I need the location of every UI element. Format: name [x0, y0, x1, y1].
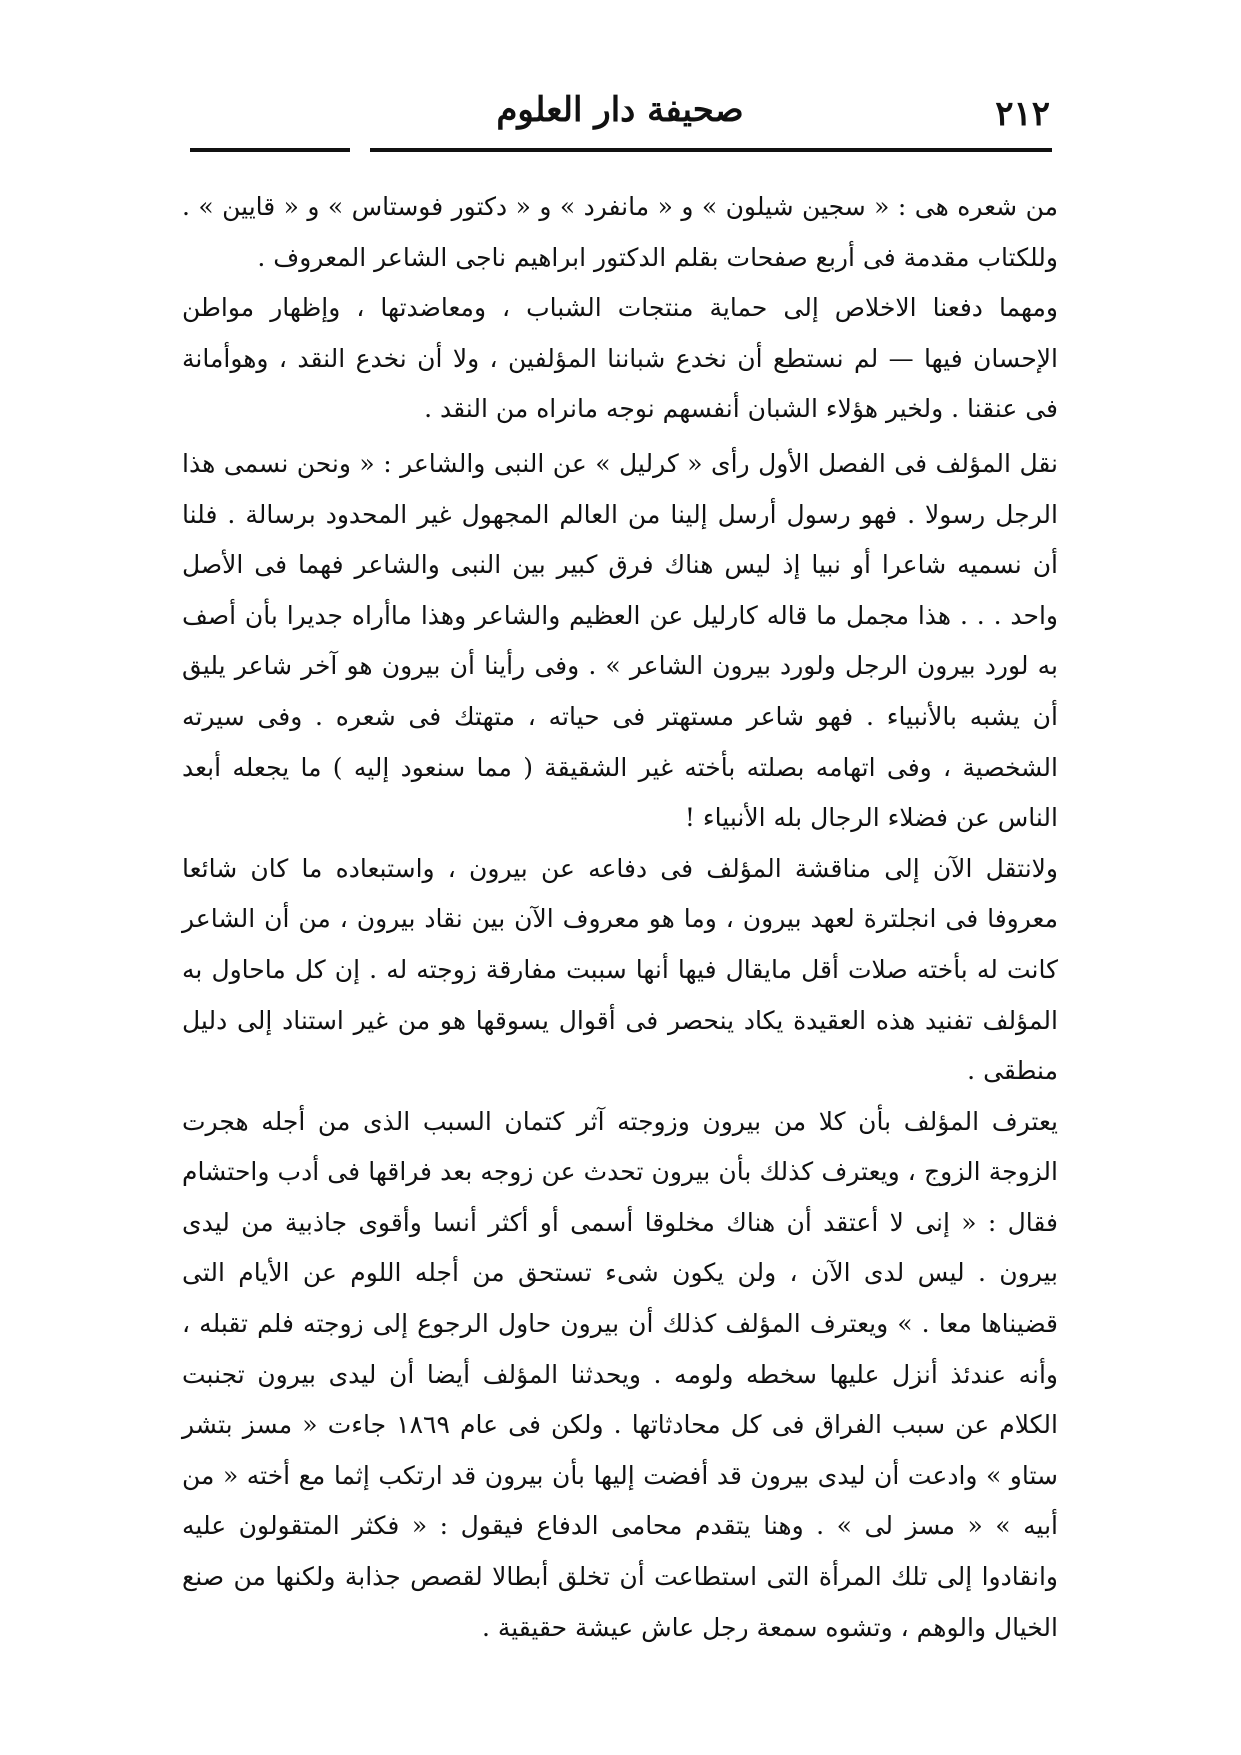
page-header [190, 88, 1050, 148]
page-number: ٢١٢ [995, 94, 1050, 134]
header-rule [190, 148, 1052, 152]
paragraph: من شعره هى : « سجين شيلون » و « مانفرد » و « دكتور فوستاس » و « قايين » . وللكتاب مقدمة فى أربع صفحات بقلم الدكتور ابراهيم ناجى الشاعر المعروف . [182, 192, 1058, 272]
paragraph: ولانتقل الآن إلى مناقشة المؤلف فى دفاعه عن بيرون ، واستبعاده ما كان شائعا معروفا فى انجلترة لعهد بيرون ، وما هو معروف الآن بين نقاد بيرون ، من أن الشاعر كانت له بأخته صلات أقل مايقال فيها أنها سببت مفارقة زوجته له . إن كل ماحاول به المؤلف تفنيد هذه العقيدة يكاد ينحصر فى أقوال يسوقها هو من غير استناد إلى دليل منطقى . [182, 853, 1058, 1086]
body-text [182, 182, 1058, 1653]
paragraph: نقل المؤلف فى الفصل الأول رأى « كرليل » عن النبى والشاعر : « ونحن نسمى هذا الرجل رسولا . فهو رسول أرسل إلينا من العالم المجهول غير المحدود برسالة . فلنا أن نسميه شاعرا أو نبيا إذ ليس هناك فرق كبير بين النبى والشاعر فهما فى الأصل واحد . . . هذا مجمل ما قاله كارليل عن العظيم والشاعر وهذا ماأراه جديرا بأن أصف به لورد بيرون الرجل ولورد بيرون الشاعر » . وفى رأينا أن بيرون هو آخر شاعر يليق أن يشبه بالأنبياء . فهو شاعر مستهتر فى حياته ، متهتك فى شعره . وفى سيرته الشخصية ، وفى اتهامه بصلته بأخته غير الشقيقة ( مما سنعود إليه ) ما يجعله أبعد الناس عن فضلاء الرجال بله الأنبياء ! [182, 448, 1058, 833]
running-title: صحيفة دار العلوم [496, 90, 744, 130]
paragraph: ومهما دفعنا الاخلاص إلى حماية منتجات الشباب ، ومعاضدتها ، وإظهار مواطن الإحسان فيها — لم نستطع أن نخدع شباننا المؤلفين ، ولا أن نخدع النقد ، وهوأمانة فى عنقنا . ولخير هؤلاء الشبان أنفسهم نوجه مانراه من النقد . [182, 293, 1058, 424]
paragraph: يعترف المؤلف بأن كلا من بيرون وزوجته آثر كتمان السبب الذى من أجله هجرت الزوجة الزوج ، ويعترف كذلك بأن بيرون تحدث عن زوجه بعد فراقها فى أدب واحتشام فقال : « إنى لا أعتقد أن هناك مخلوقا أسمى أو أكثر أنسا وأقوى جاذبية من ليدى بيرون . ليس لدى الآن ، ولن يكون شىء تستحق من أجله اللوم عن الأيام التى قضيناها معا . » ويعترف المؤلف كذلك أن بيرون حاول الرجوع إلى زوجته فلم تقبله ، وأنه عندئذ أنزل عليها سخطه ولومه . ويحدثنا المؤلف أيضا أن ليدى بيرون تجنبت الكلام عن سبب الفراق فى كل محادثاتها . ولكن فى عام ١٨٦٩ جاءت « مسز بتشر ستاو » وادعت أن ليدى بيرون قد أفضت إليها بأن بيرون قد ارتكب إثما مع أخته « من أبيه » « مسز لى » . وهنا يتقدم محامى الدفاع فيقول : « فكثر المتقولون عليه وانقادوا إلى تلك المرأة التى استطاعت أن تخلق أبطالا لقصص جذابة ولكنها من صنع الخيال والوهم ، وتشوه سمعة رجل عاش عيشة حقيقية . [182, 1106, 1058, 1642]
